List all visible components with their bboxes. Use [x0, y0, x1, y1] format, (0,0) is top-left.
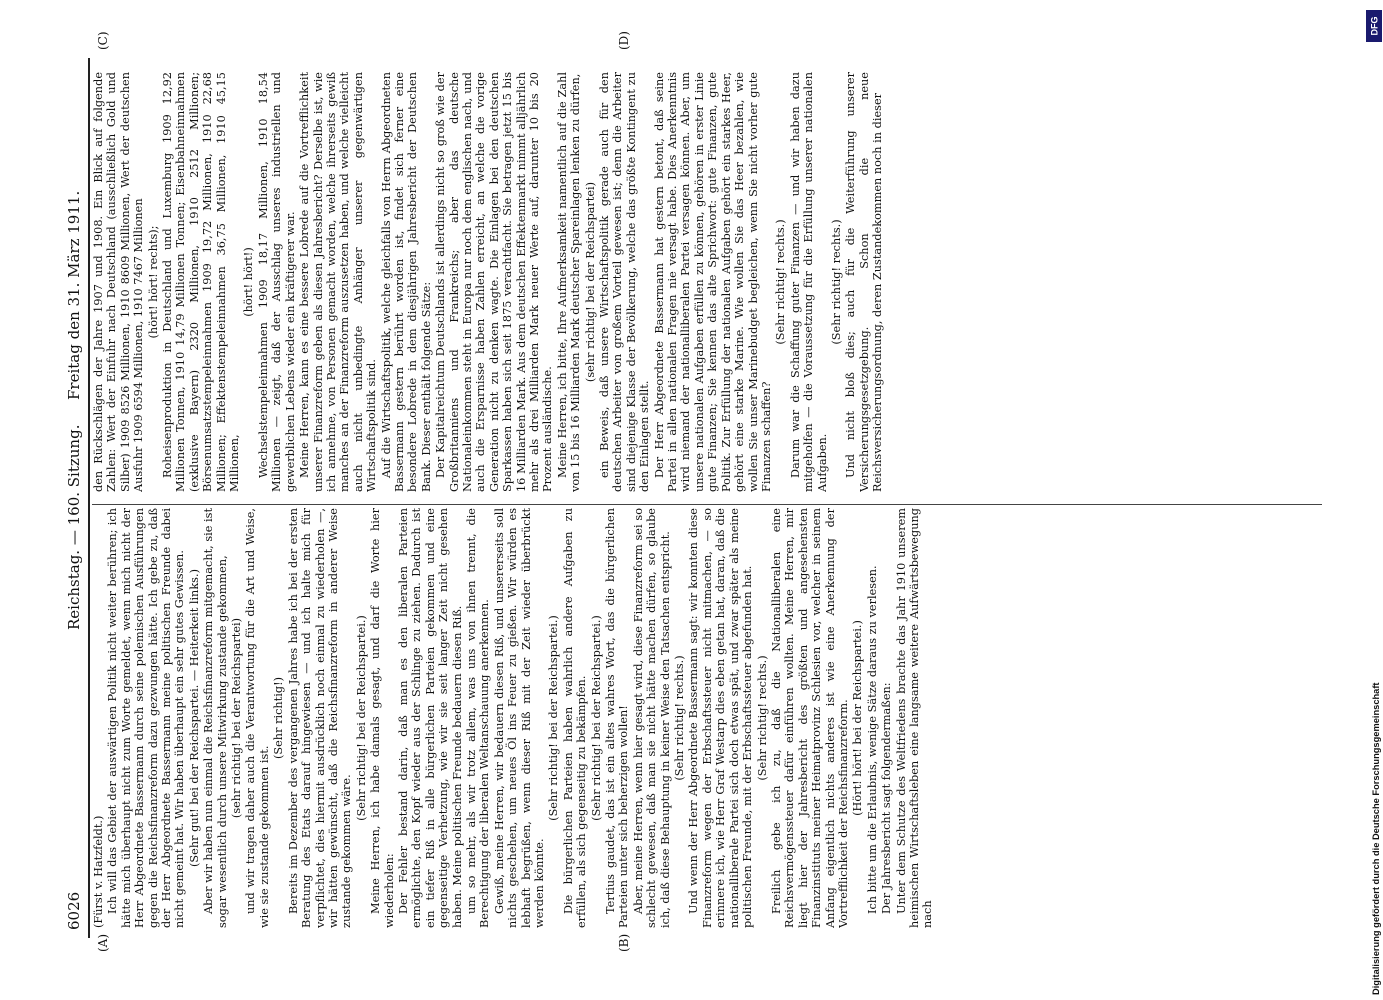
paragraph: ein Beweis, daß unsere Wirtschaftspolitik gerade auch für den deutschen Arbeiter von großem Vorteil gewesen ist; denn die Arbeiter sind diejenige Klasse der Bevölkerung, welche das größte Kontingent zu den Einlagen stellt.: [598, 72, 652, 492]
column-divider: [92, 504, 1322, 505]
paragraph: Und nicht bloß dies; auch für die Weiterführung unserer Versicherungsgesetzgebung. Schon die neue Reichsversicherungsordnung, deren Zustandekommen noch in dieser: [844, 72, 885, 492]
paragraph: Aber wir haben nun einmal die Reichsfinanzreform mitgemacht, sie ist sogar wesentlich durch unsere Mitwirkung zustande gekommen,: [202, 508, 229, 928]
paragraph: Und wenn der Herr Abgeordnete Bassermann sagt: wir konnten diese Finanzreform wegen der Erbschaftssteuer nicht mitmachen, — so erinnere ich, wie Herr Graf Westarp dies eben getan hat, daran, daß die nationalliberale Partei sich doch etwas spät, und zwar später als meine politischen Freunde, mit der Erbschaftssteuer abgefunden hat.: [687, 508, 755, 928]
right-text-column: [92, 72, 1317, 492]
margin-tag-d: (D): [617, 31, 631, 50]
interjection: (hört! hört!): [242, 247, 256, 317]
paragraph: Tertius gaudet, das ist ein altes wahres Wort, das die bürgerlichen Parteien unter sich beherzigen wollen!: [604, 508, 631, 928]
interjection: (hört! hört! rechts);: [146, 225, 160, 339]
paragraph: Die bürgerlichen Parteien haben wahrlich andere Aufgaben zu erfüllen, als sich gegenseitig zu bekämpfen.: [561, 508, 589, 928]
paragraph: Wechselstempeleinnahmen 1909 18,17 Millionen, 1910 18,54 Millionen — zeigt, daß der Ausschlag unseres industriellen und gewerblichen Lebens wieder ein kräftigerer war.: [256, 72, 297, 492]
paragraph: Meine Herren, ich bitte, Ihre Aufmerksamkeit namentlich auf die Zahl von 15 bis 16 Milliarden Mark deutscher Spareinlagen lenken zu dürfen,: [555, 72, 583, 492]
paragraph: Unter dem Schutze des Weltfriedens brachte das Jahr 1910 unserem heimischen Wirtschaftsleben eine langsame weitere Aufwärtsbewegung nach: [894, 508, 935, 928]
margin-tag-c: (C): [96, 31, 110, 50]
paragraph: Der Kapitalreichtum Deutschlands ist allerdings nicht so groß wie der Großbritanniens und Frankreichs; aber das deutsche Nationaleinkommen steht in Europa nur noch dem englischen nach, und auch die Ersparnisse haben Zahlen erreicht, an welche die vorige Generation nicht zu denken wagte. Die Einlagen bei den deutschen Sparkassen haben sich seit 1875 verachtfacht. Sie betragen jetzt 15 bis 16 Milliarden Mark. Aus dem deutschen Effektenmarkt nimmt alljährlich mehr als drei Milliarden Mark neuer Werte auf, darunter 10 bis 20 Prozent ausländische.: [434, 72, 555, 492]
paragraph: Ich bitte um die Erlaubnis, wenige Sätze daraus zu verlesen.: [865, 565, 879, 914]
interjection: (Hört! hört! bei der Reichspartei.): [851, 620, 865, 816]
left-text-column: [92, 508, 1317, 928]
session-title: Reichstag. — 160. Sitzung.: [65, 424, 83, 630]
paragraph: Meine Herren, kann es eine bessere Lobrede auf die Vortrefflichkeit unserer Finanzreform geben als diesen Jahresbericht? Derselbe ist, wie ich annehme, von Personen gemacht worden, welche ihrerseits gewiß manches an der Finanzreform auszusetzen haben, und welche vielleicht auch nicht unbedingte Anhänger unserer gegenwärtigen Wirtschaftspolitik sind.: [298, 72, 379, 492]
dfg-logo-text: DFG: [1369, 16, 1379, 36]
session-date: Freitag den 31. März 1911.: [65, 190, 83, 400]
interjection: (Sehr richtig! rechts.): [673, 655, 687, 781]
interjection: (Sehr richtig! rechts.): [829, 219, 843, 345]
paragraph: Auf die Wirtschaftspolitik, welche gleichfalls von Herrn Abgeordneten Bassermann gestern berührt worden ist, findet sich ferner eine besondere Lobrede in dem diesjährigen Jahresbericht der Deutschen Bank. Dieser enthält folgende Sätze:: [379, 72, 433, 492]
interjection: (Sehr richtig! bei der Reichspartei.): [354, 615, 368, 821]
paragraph: Der Herr Abgeordnete Bassermann hat gestern betont, daß seine Partei in allen nationalen Fragen nie versagt habe. Dies Anerkenntnis wird niemand der nationalliberalen Partei versagen können. Aber, um unsere nationalen Aufgaben erfüllen zu können, gehören in erster Linie gute Finanzen; Sie kennen das alte Sprichwort: gute Finanzen, gute Politik. Zur Erfüllung der nationalen Aufgaben gehört ein starkes Heer, gehört eine starke Marine. Wie wollen Sie das Heer bezahlen, wie wollen Sie unser Marinebudget begleichen, wenn Sie nicht vorher gute Finanzen schaffen?: [652, 72, 773, 492]
interjection: (Sehr richtig! bei der Reichspartei.): [547, 615, 561, 821]
interjection: (Sehr richtig! bei der Reichspartei.): [589, 615, 603, 821]
paragraph: Roheisenproduktion in Deutschland und Luxemburg 1909 12,92 Millionen Tonnen, 1910 14,79 Millionen Tonnen; Eisenbahneinnahmen (exklusive Bayern) 2320 Millionen, 1910 2512 Millionen; Börsenumsatzstempeleinnahmen 1909 19,72 Millionen, 1910 22,68 Millionen; Effektenstempeleinnahmen 36,75 Millionen, 1910 45,15 Millionen,: [161, 72, 242, 492]
paragraph: Gewiß, meine Herren, wir bedauern diesen Riß, und unsererseits soll nichts geschehen, um neues Öl ins Feuer zu gießen. Wir würden es lebhaft begrüßen, wenn dieser Riß mit der Zeit wieder überbrückt werden könnte.: [492, 508, 546, 928]
interjection: (Sehr richtig! rechts.): [774, 219, 788, 345]
interjection: (Sehr richtig!): [272, 676, 286, 760]
paragraph: Freilich gebe ich zu, daß die Nationalliberalen eine Reichsvermögenssteuer dafür einführen wollten. Meine Herren, mir liegt hier der Jahresbericht des größten und angesehensten Finanzinstituts meiner Heimatprovinz Schlesien vor, welcher in seinem Anfang eigentlich nichts anderes ist wie eine Anerkennung der Vortrefflichkeit der Reichsfinanzreform.: [769, 508, 850, 928]
interjection: (sehr richtig! bei der Reichspartei): [583, 181, 597, 383]
interjection: (sehr richtig! bei der Reichspartei): [230, 617, 244, 819]
paragraph: (Fürst v. Hatzfeldt.): [92, 815, 105, 928]
paragraph: und wir tragen daher auch die Verantwortung für die Art und Weise, wie sie zustande gekommen ist.: [244, 508, 271, 928]
paragraph: Der Jahresbericht sagt folgendermaßen:: [880, 682, 894, 914]
margin-tag-b: (B): [617, 933, 631, 952]
page-header: [65, 70, 87, 930]
interjection: (Sehr gut! bei der Reichspartei. — Heiterkeit links.): [187, 569, 201, 867]
page-number: 6026: [65, 891, 83, 930]
paragraph: Der Fehler bestand darin, daß man es den liberalen Parteien ermöglichte, den Kopf wieder aus der Schlinge zu ziehen. Dadurch ist ein tiefer Riß in alle bürgerlichen Parteien gekommen und eine gegenseitige Verhetzung, wie wir sie seit langer Zeit nicht gesehen haben. Meine politischen Freunde bedauern diesen Riß.: [396, 508, 464, 928]
paragraph: den Rückschlägen der Jahre 1907 und 1908. Ein Blick auf folgende Zahlen: Wert der Einfuhr nach Deutschland (ausschließlich Gold und Silber) 1909 8526 Millionen, 1910 8609 Millionen, Wert der deutschen Ausfuhr 1909 6594 Millionen, 1910 7467 Millionen: [92, 72, 146, 492]
digitization-credit: Digitalisierung gefördert durch die Deutsche Forschungsgemeinschaft: [1371, 682, 1381, 995]
header-rule: [88, 58, 90, 938]
paragraph: Darum war die Schaffung guter Finanzen — und wir haben dazu mitgeholfen — die Voraussetzung für die Erfüllung unserer nationalen Aufgaben.: [788, 72, 829, 492]
paragraph: Bereits im Dezember des vergangenen Jahres habe ich bei der ersten Beratung des Etats darauf hingewiesen — und ich halte mich für verpflichtet, dies hiermit ausdrücklich noch einmal zu wiederholen —, wir hätten gewünscht, daß die Reichsfinanzreform in anderer Weise zustande gekommen wäre.: [286, 508, 354, 928]
paragraph: um so mehr, als wir trotz allem, was uns von ihnen trennt, die Berechtigung der liberalen Weltanschauung anerkennen.: [464, 508, 492, 928]
paragraph: Ich will das Gebiet der auswärtigen Politik nicht weiter berühren; ich hätte mich überhaupt nicht zum Worte gemeldet, wenn mich nicht der Herr Abgeordnete Bassermann durch seine polemischen Ausführungen gegen die Reichsfinanzreform dazu gezwungen hätte. Ich gebe zu, daß der Herr Abgeordnete Bassermann meine politischen Freunde dabei nicht gemeint hat. Wir haben überhaupt ein sehr gutes Gewissen.: [106, 508, 187, 928]
margin-tag-a: (A): [96, 933, 110, 952]
interjection: (Sehr richtig! rechts.): [755, 655, 769, 781]
paragraph: Meine Herren, ich habe damals gesagt, und darf die Worte hier wiederholen:: [369, 508, 396, 928]
paragraph: Aber, meine Herren, wenn hier gesagt wird, diese Finanzreform sei so schlecht gewesen, daß man sie nicht hätte machen dürfen, so glaube ich, daß diese Behauptung in keiner Weise den Tatsachen entspricht.: [631, 508, 672, 928]
